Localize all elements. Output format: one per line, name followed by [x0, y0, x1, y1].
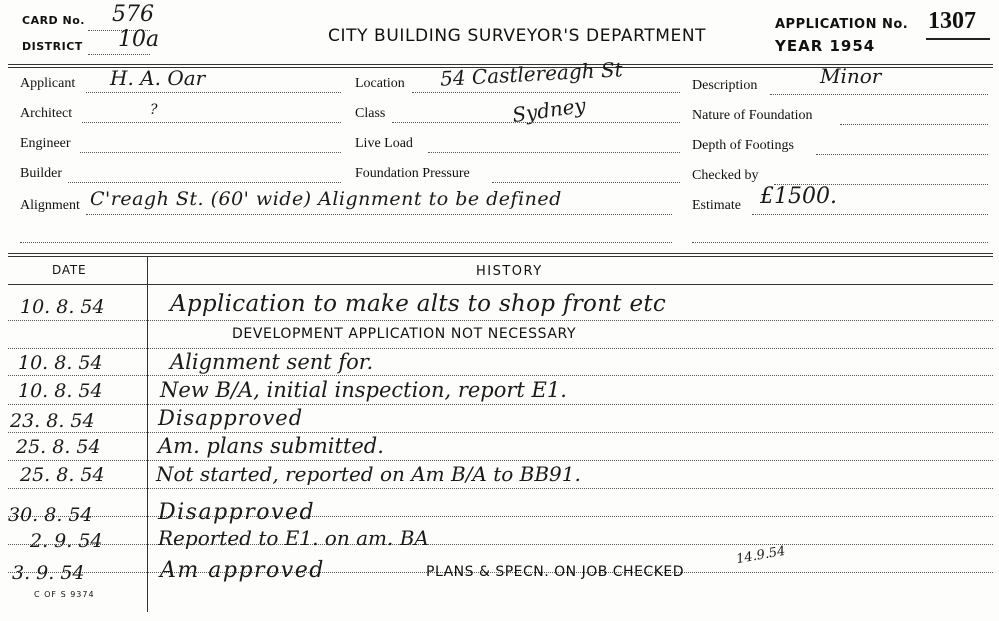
- location-value: 54 Castlereagh St: [439, 57, 624, 91]
- blank-line-left: [20, 242, 672, 243]
- history-date: 3. 9. 54: [12, 562, 85, 584]
- description-label: Description: [692, 78, 758, 93]
- location-line: [412, 92, 680, 93]
- estimate-value: £1500.: [760, 184, 837, 209]
- checked-by-label: Checked by: [692, 168, 759, 183]
- architect-line: [82, 122, 341, 123]
- depth-of-footings-label: Depth of Footings: [692, 138, 794, 153]
- history-date: 10. 8. 54: [18, 380, 103, 402]
- architect-value: ?: [150, 102, 158, 118]
- history-date: 10. 8. 54: [18, 352, 103, 374]
- district-line: [88, 54, 150, 55]
- alignment-line: [86, 214, 672, 215]
- header-row-rule: [8, 284, 993, 285]
- class-line: [392, 122, 680, 123]
- card-no-label: CARD No.: [22, 14, 85, 27]
- builder-label: Builder: [20, 166, 62, 181]
- estimate-label: Estimate: [692, 198, 741, 213]
- alignment-label: Alignment: [20, 198, 80, 213]
- history-entry: Alignment sent for.: [170, 350, 374, 374]
- history-date: 25. 8. 54: [20, 464, 105, 486]
- card-no-value: 576: [112, 2, 154, 27]
- row-line: [8, 320, 993, 321]
- date-column-divider: [147, 257, 148, 612]
- history-entry: Not started, reported on Am B/A to BB91.: [156, 462, 581, 486]
- plans-checked-stamp: PLANS & SPECN. ON JOB CHECKED: [426, 564, 685, 580]
- applicant-line: [86, 92, 341, 93]
- depth-of-footings-line: [816, 154, 988, 155]
- history-date: 2. 9. 54: [30, 530, 103, 552]
- description-line: [770, 94, 988, 95]
- row-line: [8, 516, 993, 517]
- live-load-line: [428, 152, 680, 153]
- history-date: 23. 8. 54: [10, 410, 95, 432]
- history-entry: Am. plans submitted.: [158, 434, 384, 458]
- live-load-label: Live Load: [355, 136, 413, 151]
- description-value: Minor: [820, 64, 882, 88]
- architect-label: Architect: [20, 106, 73, 121]
- history-date: 10. 8. 54: [20, 296, 105, 318]
- row-line: [8, 460, 993, 461]
- estimate-line: [752, 214, 988, 215]
- alignment-value: C'reagh St. (60' wide) Alignment to be defined: [90, 188, 562, 210]
- district-label: DISTRICT: [22, 40, 83, 53]
- location-label: Location: [355, 76, 405, 91]
- location-value-city: Sydney: [510, 92, 588, 128]
- history-entry: Disapproved: [158, 406, 304, 430]
- plans-checked-date: 14.9.54: [735, 543, 787, 568]
- row-line: [8, 375, 993, 376]
- engineer-label: Engineer: [20, 136, 71, 151]
- row-line: [8, 348, 993, 349]
- nature-of-foundation-line: [840, 124, 988, 125]
- year-label: YEAR 1954: [775, 37, 876, 55]
- history-date: 25. 8. 54: [16, 436, 101, 458]
- nature-of-foundation-label: Nature of Foundation: [692, 108, 813, 123]
- application-no-value: 1307: [928, 8, 976, 34]
- district-value: 10a: [118, 27, 160, 52]
- row-line: [8, 544, 993, 545]
- applicant-value: H. A. Oar: [110, 66, 206, 90]
- foundation-pressure-label: Foundation Pressure: [355, 166, 470, 181]
- history-entry: Reported to E1. on am. BA: [158, 526, 429, 550]
- table-rule-1: [8, 253, 993, 254]
- history-entry: Application to make alts to shop front etc: [170, 291, 667, 317]
- foundation-pressure-line: [492, 182, 680, 183]
- row-line: [8, 404, 993, 405]
- application-no-underline: [926, 38, 990, 40]
- development-stamp: DEVELOPMENT APPLICATION NOT NECESSARY: [232, 326, 577, 342]
- form-code: C OF S 9374: [34, 590, 95, 599]
- history-entry: New B/A, initial inspection, report E1.: [160, 378, 567, 402]
- engineer-line: [80, 152, 341, 153]
- applicant-label: Applicant: [20, 76, 76, 91]
- application-no-label: APPLICATION No.: [775, 17, 909, 32]
- history-entry: Disapproved: [158, 500, 316, 525]
- history-entry: Am approved: [160, 558, 325, 583]
- date-header: DATE: [52, 263, 87, 277]
- class-label: Class: [355, 106, 386, 121]
- history-header: HISTORY: [476, 264, 543, 279]
- department-title: CITY BUILDING SURVEYOR'S DEPARTMENT: [328, 26, 707, 46]
- builder-line: [68, 182, 341, 183]
- row-line: [8, 432, 993, 433]
- row-line: [8, 488, 993, 489]
- history-date: 30. 8. 54: [8, 504, 93, 526]
- table-rule-2: [8, 256, 993, 257]
- blank-line-right: [692, 242, 988, 243]
